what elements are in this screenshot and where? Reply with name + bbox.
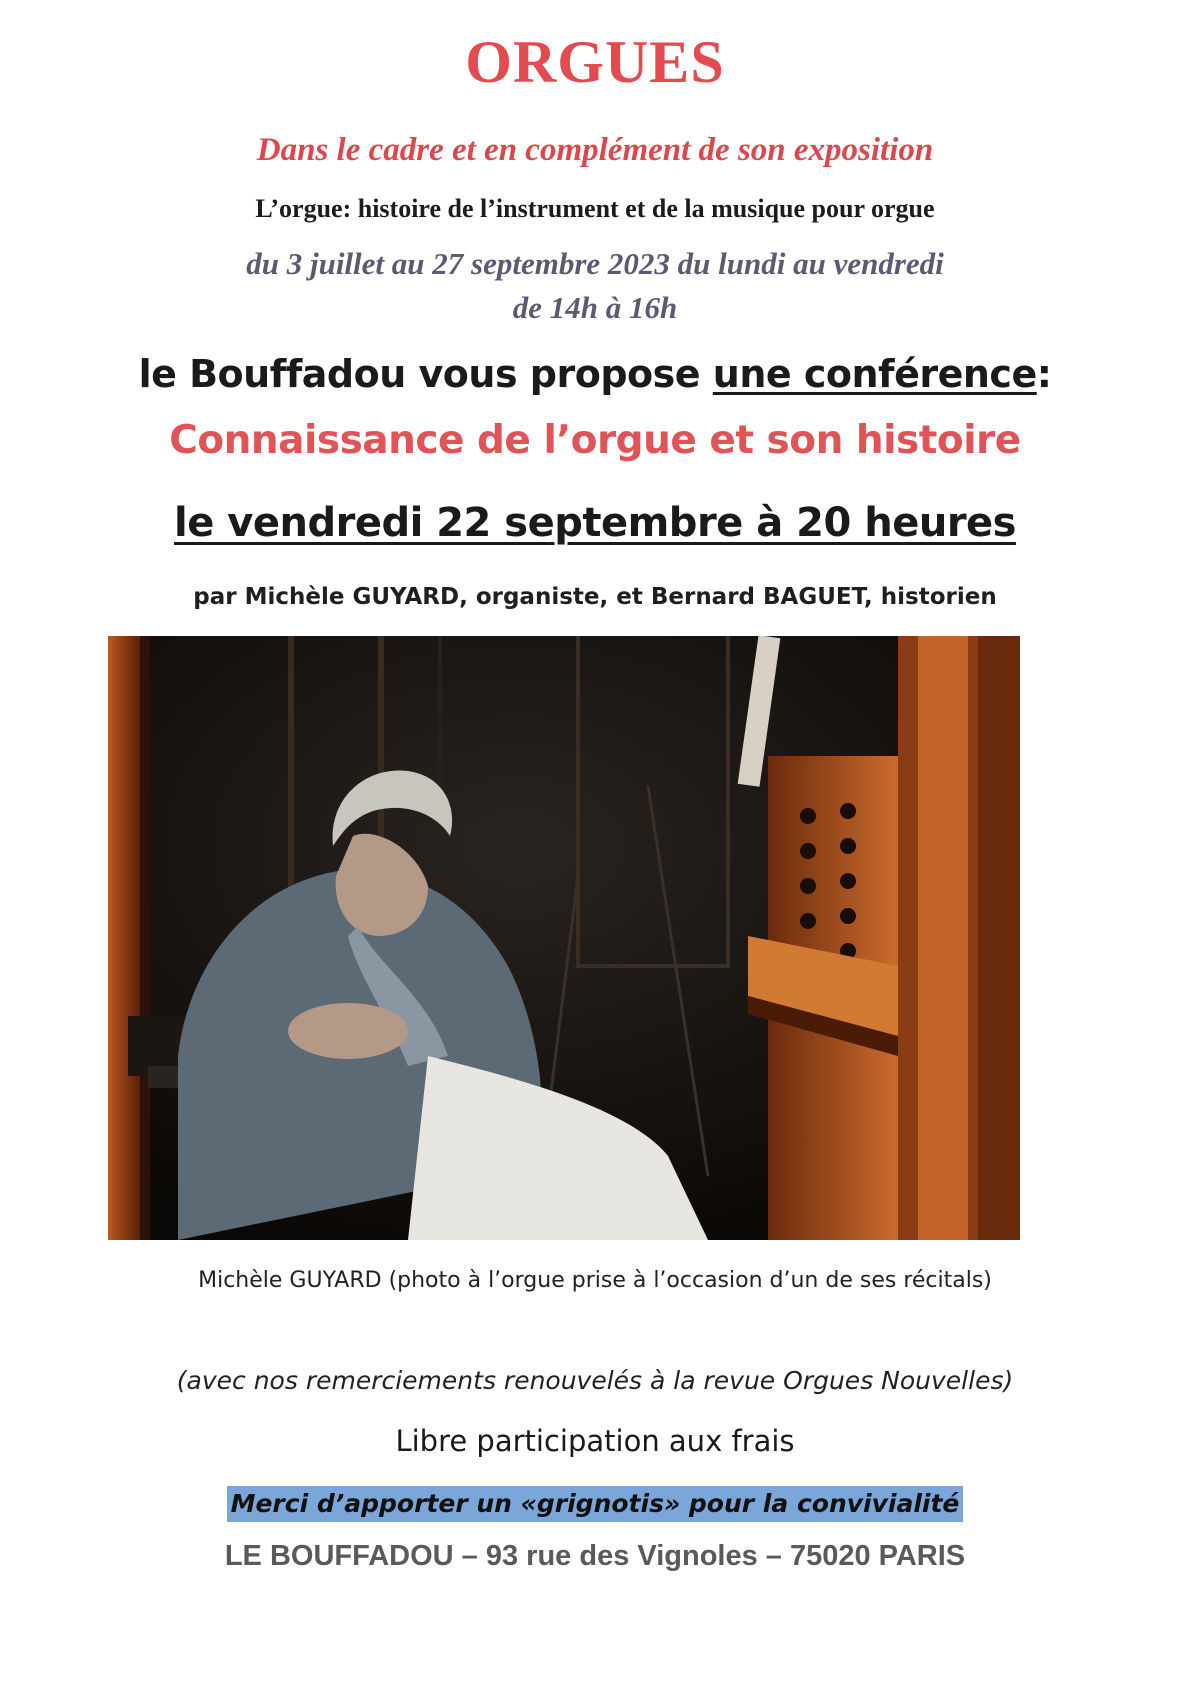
thanks-note: (avec nos remerciements renouvelés à la revue Orgues Nouvelles) [176, 1366, 1014, 1395]
conference-title: Connaissance de l’orgue et son histoire [169, 418, 1021, 463]
participation-note: Libre participation aux frais [395, 1424, 795, 1458]
conference-speakers: par Michèle GUYARD, organiste, et Bernard BAGUET, historien [193, 584, 997, 610]
conference-intro-suffix: : [1036, 352, 1052, 396]
exhibition-hours: de 14h à 16h [512, 290, 678, 325]
poster-title: ORGUES [465, 29, 725, 95]
exhibition-dates: du 3 juillet au 27 septembre 2023 du lundi au vendredi [246, 246, 944, 281]
photo-caption: Michèle GUYARD (photo à l’orgue prise à l’occasion d’un de ses récitals) [198, 1268, 992, 1293]
conference-intro-prefix: le Bouffadou vous propose [138, 352, 713, 396]
venue-address: LE BOUFFADOU – 93 rue des Vignoles – 75020 PARIS [224, 1540, 966, 1572]
snack-note-container [0, 1486, 1190, 1522]
poster-subtitle: Dans le cadre et en complément de son exposition [256, 132, 934, 168]
conference-intro-underlined: une conférence [712, 352, 1037, 396]
organist-photo [108, 636, 1020, 1240]
conference-date: le vendredi 22 septembre à 20 heures [174, 500, 1016, 546]
conference-intro [0, 352, 1190, 396]
exhibition-title: L’orgue: histoire de l’instrument et de la musique pour orgue [255, 194, 935, 223]
snack-note: Merci d’apporter un «grignotis» pour la convivialité [227, 1486, 964, 1522]
